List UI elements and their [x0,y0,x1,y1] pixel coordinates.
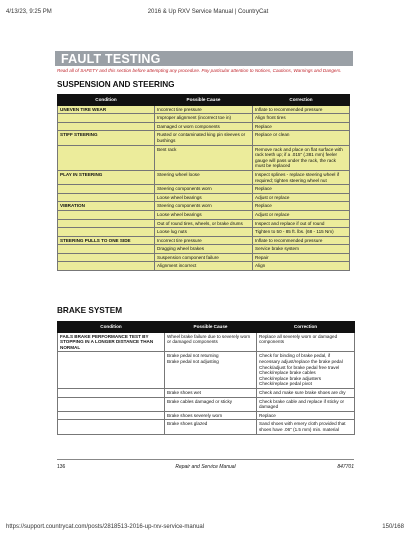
suspension-table [57,94,350,271]
column-header: Condition [58,322,165,333]
table-row [58,411,355,420]
condition-cell: FAILS BRAKE PERFORMANCE TEST BY STOPPING IN A LONGER DISTANCE THAN NORMAL [58,332,165,352]
condition-cell [58,262,155,271]
table-row [58,210,350,219]
table-row [58,131,350,145]
correction-cell: Adjust or replace [253,193,350,202]
cause-cell: Loose wheel bearings [155,210,253,219]
correction-cell: Check brake cable and replace if sticky or damaged [257,397,355,411]
column-header: Correction [253,95,350,106]
condition-cell [58,388,165,397]
condition-cell: STIFF STEERING [58,131,155,145]
print-title: 2016 & Up RXV Service Manual | CountryCat [147,9,269,15]
condition-cell [58,185,155,194]
condition-cell: VIBRATION [58,202,155,211]
correction-cell: Replace or clean [253,131,350,145]
correction-cell: Sand shoes with emery cloth provided that shoes have .06" (1.5 mm) min. material [257,420,355,434]
condition-cell [58,411,165,420]
brake-table [57,321,355,435]
table-row [58,170,350,184]
cause-cell: Bent rack [155,145,253,170]
cause-cell: Steering components worn [155,202,253,211]
cause-cell: Loose wheel bearings [155,193,253,202]
cause-cell: Steering components worn [155,185,253,194]
correction-cell: Replace [253,122,350,131]
table-row [58,262,350,271]
correction-cell: Adjust or replace [253,210,350,219]
column-header: Possible Cause [155,95,253,106]
cause-cell: Suspension component failure [155,253,253,262]
cause-cell: Rusted or contaminated king pin sleeves or bushings [155,131,253,145]
cause-cell: Wheel brake failure due to severely worn or damaged components [165,332,257,352]
table-row [58,332,355,352]
print-datetime: 4/13/23, 9:25 PM [6,9,52,15]
cause-cell: Brake cables damaged or sticky [165,397,257,411]
condition-cell [58,253,155,262]
condition-cell [58,114,155,123]
correction-cell: Align front tires [253,114,350,123]
cause-cell: Loose lug nuts [155,228,253,237]
cause-cell: Brake pedal not returning Brake pedal not adjusting [165,352,257,389]
condition-cell [58,397,165,411]
cause-cell: Damaged or worn components [155,122,253,131]
condition-cell [58,193,155,202]
suspension-heading: SUSPENSION AND STEERING [57,80,175,89]
table-row [58,114,350,123]
table-row [58,228,350,237]
correction-cell: Check for binding of brake pedal, if necessary adjust/replace the brake pedal Check/adjust for brake pedal free travel Check/replace brake cables Check/replace brake adjusters Check/replace pedal pivot [257,352,355,389]
banner-title: FAULT TESTING [61,52,161,66]
print-url: https://support.countrycat.com/posts/2818513-2016-up-rxv-service-manual [6,524,205,530]
condition-cell: PLAY IN STEERING [58,170,155,184]
table-row [58,202,350,211]
table-row [58,145,350,170]
table-row [58,352,355,389]
cause-cell: Steering wheel loose [155,170,253,184]
correction-cell: Inspect and replace if out of round [253,219,350,228]
brake-heading: BRAKE SYSTEM [57,306,123,315]
cause-cell: Incorrect tire pressure [155,236,253,245]
condition-cell [58,420,165,434]
correction-cell: Replace [257,411,355,420]
column-header: Correction [257,322,355,333]
table-row [58,105,350,114]
page-number: 136 [57,464,66,470]
correction-cell: Service brake system [253,245,350,254]
correction-cell: Replace [253,185,350,194]
print-page: 150/168 [382,524,404,530]
correction-cell: Tighten to 50 - 85 ft. lbs. (68 - 115 Nm) [253,228,350,237]
document-number: 847701 [337,464,354,470]
cause-cell: Brake shoes glazed [165,420,257,434]
table-header-row [58,322,355,333]
cause-cell: Out of round tires, wheels, or brake drums [155,219,253,228]
correction-cell: Inflate to recommended pressure [253,236,350,245]
table-row [58,219,350,228]
table-row [58,388,355,397]
cause-cell: Incorrect tire pressure [155,105,253,114]
table-row [58,420,355,434]
correction-cell: Repair [253,253,350,262]
correction-cell: Remove rack and place on flat surface with rack teeth up; if a .015" (.381 mm) feeler gauge will pass under the rack, the rack must be replaced [253,145,350,170]
safety-warning: Read all of SAFETY and this section before attempting any procedure. Pay particular attention to Notices, Cautions, Warnings and Dangers. [57,68,342,73]
cause-cell: Dragging wheel brakes [155,245,253,254]
cause-cell: Alignment incorrect [155,262,253,271]
condition-cell [58,145,155,170]
condition-cell: UNEVEN TIRE WEAR [58,105,155,114]
condition-cell [58,245,155,254]
condition-cell: STEERING PULLS TO ONE SIDE [58,236,155,245]
column-header: Possible Cause [165,322,257,333]
cause-cell: Brake shoes severely worn [165,411,257,420]
table-row [58,253,350,262]
cause-cell: Improper alignment (incorrect toe in) [155,114,253,123]
correction-cell: Check and make sure brake shoes are dry [257,388,355,397]
manual-title: Repair and Service Manual [175,464,236,470]
table-row [58,185,350,194]
footer-divider [57,459,354,460]
correction-cell: Replace [253,202,350,211]
correction-cell: Replace all severely worn or damaged components [257,332,355,352]
condition-cell [58,228,155,237]
table-row [58,397,355,411]
column-header: Condition [58,95,155,106]
cause-cell: Brake shoes wet [165,388,257,397]
correction-cell: Inspect splines - replace steering wheel if required; tighten steering wheel nut [253,170,350,184]
correction-cell: Inflate to recommended pressure [253,105,350,114]
table-row [58,193,350,202]
fault-testing-banner [55,51,353,66]
correction-cell: Align [253,262,350,271]
condition-cell [58,210,155,219]
condition-cell [58,219,155,228]
table-header-row [58,95,350,106]
condition-cell [58,122,155,131]
table-row [58,245,350,254]
table-row [58,122,350,131]
table-row [58,236,350,245]
condition-cell [58,352,165,389]
